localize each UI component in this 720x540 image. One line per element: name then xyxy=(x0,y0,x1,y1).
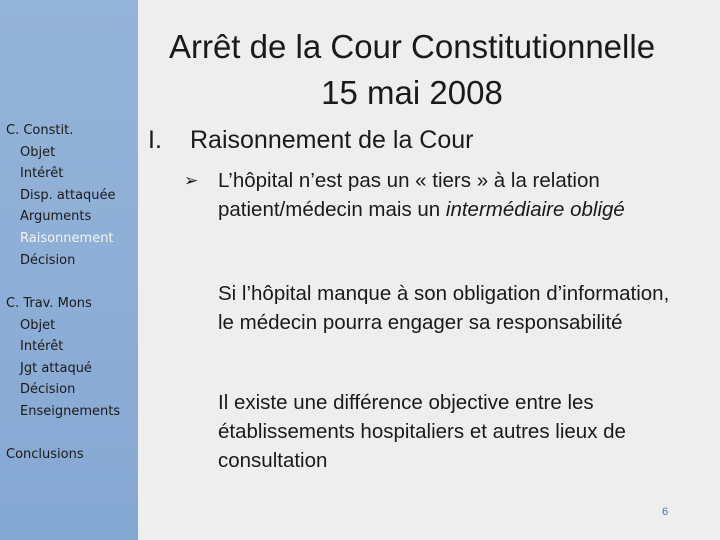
nav-item-decision[interactable]: Décision xyxy=(20,252,76,268)
paragraph-obligation: Si l’hôpital manque à son obligation d’information, le médecin pourra engager sa responsabilité xyxy=(218,282,670,334)
nav-group-conclusions xyxy=(6,444,84,466)
sidebar xyxy=(0,0,138,540)
slide-title xyxy=(138,24,686,116)
arrow-bullet-icon: ➢ xyxy=(184,171,199,190)
section-number: I. xyxy=(148,126,162,154)
paragraph-difference: Il existe une différence objective entre les établissements hospitaliers et autres lieux de consultation xyxy=(218,391,626,472)
nav-head-constit[interactable]: C. Constit. xyxy=(6,123,74,138)
title-line-1: Arrêt de la Cour Constitutionnelle xyxy=(168,28,656,65)
nav-item-disp-attaquee[interactable]: Disp. attaquée xyxy=(20,187,116,203)
title-line-2: 15 mai 2008 xyxy=(321,74,503,111)
nav-head-trav-mons[interactable]: C. Trav. Mons xyxy=(6,296,92,311)
bullet-text xyxy=(218,166,664,224)
nav-group-constit xyxy=(6,120,116,271)
nav-head-conclusions[interactable]: Conclusions xyxy=(6,447,84,462)
nav-group-trav-mons xyxy=(6,293,120,423)
nav-item-enseignements[interactable]: Enseignements xyxy=(20,403,121,419)
nav-item-objet[interactable]: Objet xyxy=(20,144,56,160)
nav-item-jgt-attaque[interactable]: Jgt attaqué xyxy=(20,360,92,376)
bullet-text-main: L’hôpital n’est pas un « tiers » à la relation patient/médecin mais un xyxy=(218,169,600,221)
nav-item-interet[interactable]: Intérêt xyxy=(20,166,64,182)
page-number: 6 xyxy=(662,506,669,518)
nav-item-objet[interactable]: Objet xyxy=(20,317,56,333)
bullet-item xyxy=(184,166,664,224)
nav-item-arguments[interactable]: Arguments xyxy=(20,209,92,225)
bullet-text-emphasis: intermédiaire obligé xyxy=(445,198,625,221)
section-heading xyxy=(148,126,474,155)
nav-item-raisonnement[interactable]: Raisonnement xyxy=(20,230,114,246)
section-title: Raisonnement de la Cour xyxy=(190,126,474,154)
nav-item-interet[interactable]: Intérêt xyxy=(20,339,64,355)
nav-item-decision[interactable]: Décision xyxy=(20,382,76,398)
